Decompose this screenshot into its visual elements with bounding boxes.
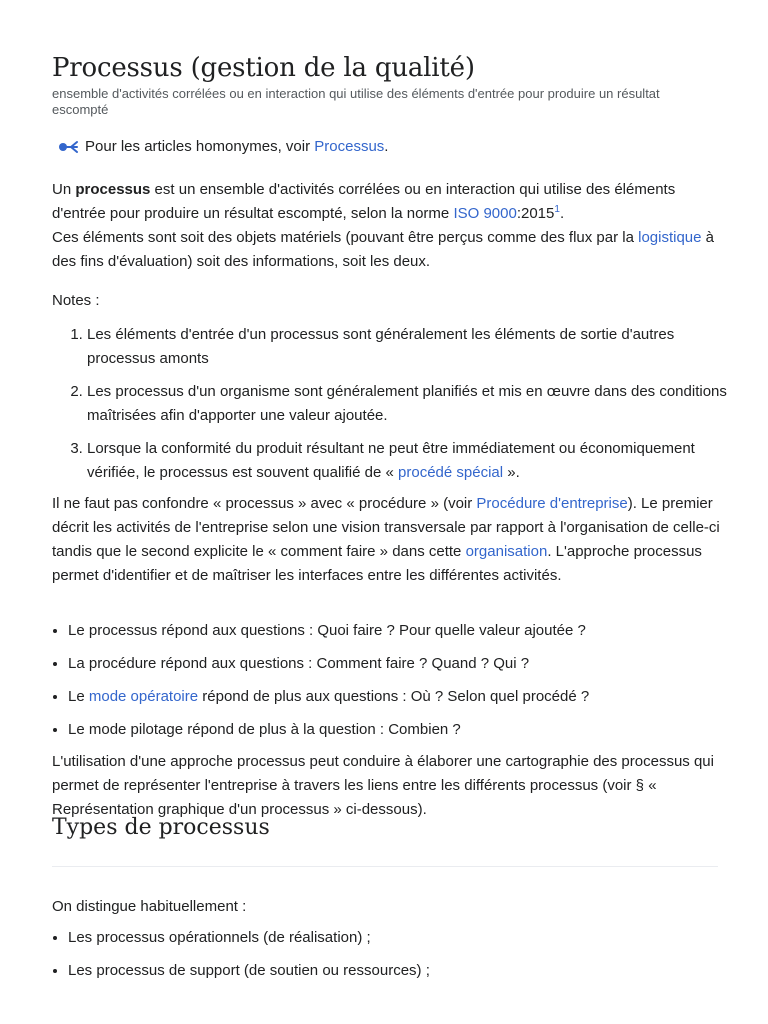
note-item-2: 2. Les processus d'un organisme sont généralement planifiés et mis en œuvre dans des conditions maîtrisées afin d'apporter une valeur ajoutée. — [87, 380, 727, 428]
disambiguation-icon — [57, 139, 81, 155]
list-item: • Les processus de support (de soutien ou ressources) ; — [68, 959, 718, 983]
paragraph-cartographie: L'utilisation d'une approche processus peut conduire à élaborer une cartographie des processus qui permet de représenter l'entreprise à travers les liens entre les différents processus (voir § « Représentation graphique d'un processus » ci-dessous). — [52, 753, 714, 818]
types-list — [52, 926, 718, 992]
hatnote — [57, 137, 388, 157]
notes-list — [52, 323, 727, 494]
list-item — [68, 685, 718, 709]
list-item-pre: Le — [68, 688, 89, 705]
paragraph-procedure-text-1: Il ne faut pas confondre « processus » avec « procédure » (voir — [52, 495, 477, 512]
processus-link[interactable]: Processus — [314, 138, 385, 155]
list-item: • Les processus opérationnels (de réalisation) ; — [68, 926, 718, 950]
note-item-3-text: Lorsque la conformité du produit résultant ne peut être immédiatement ou économiquement vérifiée, le processus est souvent qualifié de « — [87, 440, 695, 481]
page-title: Processus (gestion de la qualité) — [52, 53, 475, 83]
procedure-entreprise-link[interactable]: Procédure d'entreprise — [476, 495, 628, 512]
page-subtitle: ensemble d'activités corrélées ou en interaction qui utilise des éléments d'entrée pour produire un résultat escompté — [52, 86, 660, 117]
list-item-post: répond de plus aux questions : Où ? Selon quel procédé ? — [198, 688, 590, 705]
list-item: • La procédure répond aux questions : Comment faire ? Quand ? Qui ? — [68, 652, 718, 676]
intro-text-5: à des fins d'évaluation) soit des informations, soit les deux. — [52, 229, 715, 270]
list-item: • Le processus répond aux questions : Quoi faire ? Pour quelle valeur ajoutée ? — [68, 619, 718, 643]
intro-text-2: :2015 — [516, 205, 555, 222]
procede-special-link[interactable]: procédé spécial — [398, 464, 504, 481]
questions-list — [52, 619, 718, 751]
organisation-link[interactable]: organisation — [465, 543, 548, 560]
paragraph-procedure-text-3: . L'approche processus permet d'identifier et de maîtriser les interfaces entre les différentes activités. — [52, 543, 702, 584]
intro-text-3: . — [559, 205, 565, 222]
hatnote-suffix: . — [384, 138, 389, 155]
logistique-link[interactable]: logistique — [638, 229, 702, 246]
notes-label: Notes : — [52, 292, 100, 309]
note-item-3-end: ». — [503, 464, 520, 481]
reference-1-link[interactable]: 1 — [554, 204, 560, 215]
paragraph-procedure-text-2: ). Le premier décrit les activités de l'entreprise selon une vision transversale par rapport à l'organisation de celle-ci tandis que le second explicite le « comment faire » dans cette — [52, 495, 720, 560]
list-item: • Le mode pilotage répond de plus à la question : Combien ? — [68, 718, 718, 742]
intro-text-4: Ces éléments sont soit des objets matériels (pouvant être perçus comme des flux par la — [52, 229, 639, 246]
intro-un: Un — [52, 181, 76, 198]
note-item-3 — [87, 437, 727, 485]
term-processus: processus — [75, 181, 151, 198]
hatnote-prefix: Pour les articles homonymes, voir — [85, 138, 311, 155]
mode-operatoire-link[interactable]: mode opératoire — [88, 688, 199, 705]
iso-9000-link[interactable]: ISO 9000 — [453, 205, 517, 222]
intro-text-1: est un ensemble d'activités corrélées ou en interaction qui utilise des éléments d'entrée pour produire un résultat escompté, selon la norme — [52, 181, 676, 222]
intro-paragraph — [52, 178, 720, 274]
paragraph-procedure — [52, 492, 720, 588]
note-item-1: 1. Les éléments d'entrée d'un processus sont généralement les éléments de sortie d'autres processus amonts — [87, 323, 727, 371]
section-intro: On distingue habituellement : — [52, 898, 247, 915]
section-heading-types: Types de processus — [52, 812, 718, 867]
